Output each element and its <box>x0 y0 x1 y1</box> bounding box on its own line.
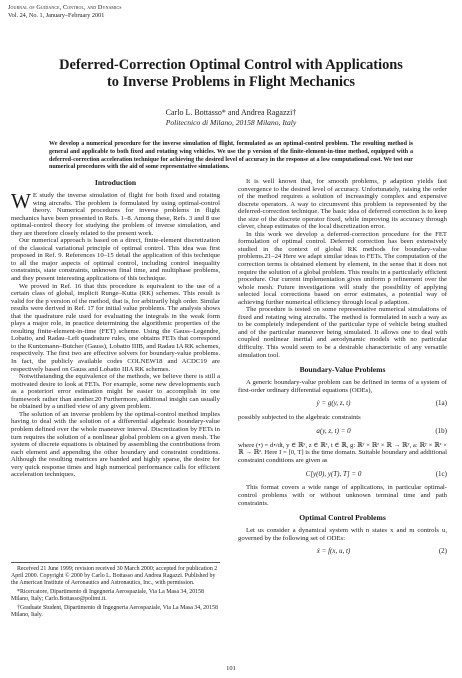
paper-title <box>10 57 452 91</box>
section-heading-bvp: Boundary-Value Problems <box>299 365 386 375</box>
bvp-paragraph-2: possibly subjected to the algebraic constraints <box>238 414 361 422</box>
intro-paragraph-8: The procedure is tested on some representative numerical simulations of fixed and rotating wing aircrafts. The method is formulated in such a way as to be completely independent of the particular type of vehicle being studied and of the particular maneuver being simulated. It allows one to deal with coupled nonlinear inertial and aerodynamic models with no particular difficulty. This would seem to be a desirable characteristic of any versatile simulation tool. <box>238 306 447 359</box>
intro-paragraph-4: Notwithstanding the equivalence of the methods, we believe there is still a motivated desire to look at FETs. For example, some new developments such as a posteriori error estimation might be easier to accomplish in one framework rather than another.20 Furthermore, additional insight can usually be obtained by a unified view of any given problem. <box>11 373 220 411</box>
journal-volume: Vol. 24, No. 1, January–February 2001 <box>8 11 105 19</box>
equation-1a-number: (1a) <box>435 399 447 408</box>
right-column <box>238 178 447 562</box>
equation-1a-expression: ẏ = g(y, z, t) <box>316 399 351 408</box>
intro-paragraph-5: The solution of an inverse problem by the optimal-control method implies having to deal with the solution of a differential algebraic boundary-value problem defined over the whole maneuver interval. Discretization by FETs in turn requires the solution of a nonlinear global problem on a given mesh. The system of discrete equations is obtained by assembling the contributions from each element and appending the other boundary and constraint conditions. Although the resulting matrices are banded and highly sparse, the desire for very quick response times and high numerical performance calls for efficient acceleration techniques. <box>11 410 220 479</box>
journal-header <box>8 4 122 20</box>
intro-paragraph-2: Our numerical approach is based on a direct, finite-element discretization of the classical variational principle of optimal control. This idea was first proposed in Ref. 9. References 10–15 detail the application of this technique to all the major aspects of optimal control, including control inequality constraints, state constraints, unknown final time, and multiphase problems, and they present interesting applications of this technique. <box>11 237 220 283</box>
equation-1a <box>238 397 447 411</box>
intro-paragraph-3: We proved in Ref. 16 that this procedure is equivalent to the use of a certain class of global, implicit Runge–Kutta (RK) schemes. This result is valid for the p version of the method, that is, for arbitrarily high order. Similar results were derived in Ref. 17 for initial value problems. The analysis shows that the quadrature rule used for evaluating the integrals in the weak form plays a major role, in practice determining the algorithmic properties of the resulting finite-element-in-time (FET) scheme. Using the Gauss–Legendre, Lobatto, and Radau–Left quadrature rules, one obtains FETs that correspond to the Kuntzmann–Butcher (Gauss), Lobatto IIIB, and Radau IA RK schemes, respectively. The first two are effective solvers for boundary-value problems. In fact, the publicly available codes COLNEW18 and ACDC19 are respectively based on Gauss and Lobatto IIIA RK schemes. <box>11 282 220 373</box>
equation-1c-expression: C[y(0), y(T), T] = 0 <box>305 469 362 478</box>
equation-1c-number: (1c) <box>435 469 447 478</box>
intro-paragraph-1: W E study the inverse simulation of flight for both fixed and rotating wing aircrafts. The problem is formulated by using optimal-control theory. Numerical procedures for inverse problems in flight mechanics have been presented in Refs. 1–8. Among these, Refs. 3 and 8 use optimal-control theory for studying the problem of inverse simulation, and they are therefore closely related to the present work. <box>11 189 220 237</box>
equation-1b-expression: a(y, z, t) = 0 <box>316 426 351 435</box>
equation-1b-number: (1b) <box>435 426 447 435</box>
title-line-1: Deferred-Correction Optimal Control with Applications <box>59 57 403 73</box>
bvp-paragraph-3: where (•) = d•/dt, y ∈ ℝʸ, z ∈ ℝᶻ, t ∈ ℝ, g: ℝʸ × ℝᶻ × ℝ → ℝʸ, a: ℝʸ × ℝᶻ × ℝ → ℝᵃ. Here I = [0, T] is the time domain. Suitable boundary and additional constraint conditions are given as <box>238 441 447 464</box>
footnote-author-2: †Graduate Student, Dipartimento di Ingegneria Aerospaziale, Via La Masa 34, 20158 Milano, Italy. <box>11 605 218 618</box>
journal-name: Journal of Guidance, Control, and Dynamics <box>8 4 122 11</box>
affiliation: Politecnico di Milano, 20158 Milano, Italy <box>165 118 297 127</box>
drop-cap: W <box>11 189 31 213</box>
intro-paragraph-6: It is well known that, for smooth problems, p adaption yields fast convergence to the desired level of accuracy. Unfortunately, raising the order of the method requires a solution of increasingly complex and expensive discrete operators. A way to circumvent this problem is represented by the deferred-correction technique. The basic idea of deferred correction is to keep the size of the discrete operator fixed, while improving its accuracy through clever, cheap estimates of the local discretization error. <box>238 178 447 231</box>
equation-2-number: (2) <box>438 547 447 556</box>
ocp-paragraph-1: Let us consider a dynamical system with n states x and m controls u, governed by the following set of ODEs: <box>238 527 447 542</box>
footnote-author-1: *Ricercatore, Dipartimento di Ingegneria Aerospaziale, Via La Masa 34, 20158 Milano, Italy; Carlo.Bottasso@polimi.it. <box>11 589 204 602</box>
equation-1b <box>238 425 447 439</box>
title-line-2: to Inverse Problems in Flight Mechanics <box>107 74 355 90</box>
left-column <box>11 178 220 479</box>
section-heading-ocp: Optimal Control Problems <box>299 513 386 523</box>
bvp-paragraph-4: This format covers a wide range of applications, in particular optimal-control problems with or without unknown terminal time and path constraints. <box>238 484 447 507</box>
section-heading-introduction: Introduction <box>94 178 137 187</box>
equation-1c <box>238 467 447 481</box>
bvp-paragraph-1: A generic boundary-value problem can be defined in terms of a system of first-order ordinary differential equations (ODEs), <box>238 379 447 394</box>
abstract: We develop a numerical procedure for the inverse simulation of flight, formulated as an optimal-control problem. The resulting method is general and applicable to both fixed and rotating wing vehicles. We use the p version of the finite-element-in-time method, equipped with a deferred-correction acceleration technique for achieving the desired level of accuracy in the response at a low computational cost. We test our numerical procedures with the aid of some representative simulations. <box>49 141 413 171</box>
footnote-received: Received 21 June 1999; revision received 30 March 2000; accepted for publication 2 April 2000. Copyright © 2000 by Carlo L. Bottasso and Andrea Ragazzi. Published by the American Institute of Aeronautics and Astronautics, Inc., with permission. <box>11 566 218 586</box>
equation-2 <box>238 545 447 559</box>
page-number: 101 <box>226 665 236 672</box>
authors: Carlo L. Bottasso* and Andrea Ragazzi† <box>165 108 297 117</box>
footnotes <box>11 562 220 621</box>
equation-2-expression: ẋ = f(x, u, t) <box>316 547 351 556</box>
intro-paragraph-7: In this work we develop a deferred-correction procedure for the FET formulation of optimal control. Deferred correction has been extensively studied in the context of global RK methods for boundary-value problems.21–24 Here we adapt similar ideas to FETs. The computation of the correction terms is obtained element by element, in the sense that it does not require the solution of a global problem. This results in a particularly efficient procedure. Our current implementation gives uniform p refinement over the whole mesh. Future investigations will study the possibility of applying selected local corrections based on error estimates, a potential way of achieving further numerical efficiency through local p adaption. <box>238 230 447 306</box>
